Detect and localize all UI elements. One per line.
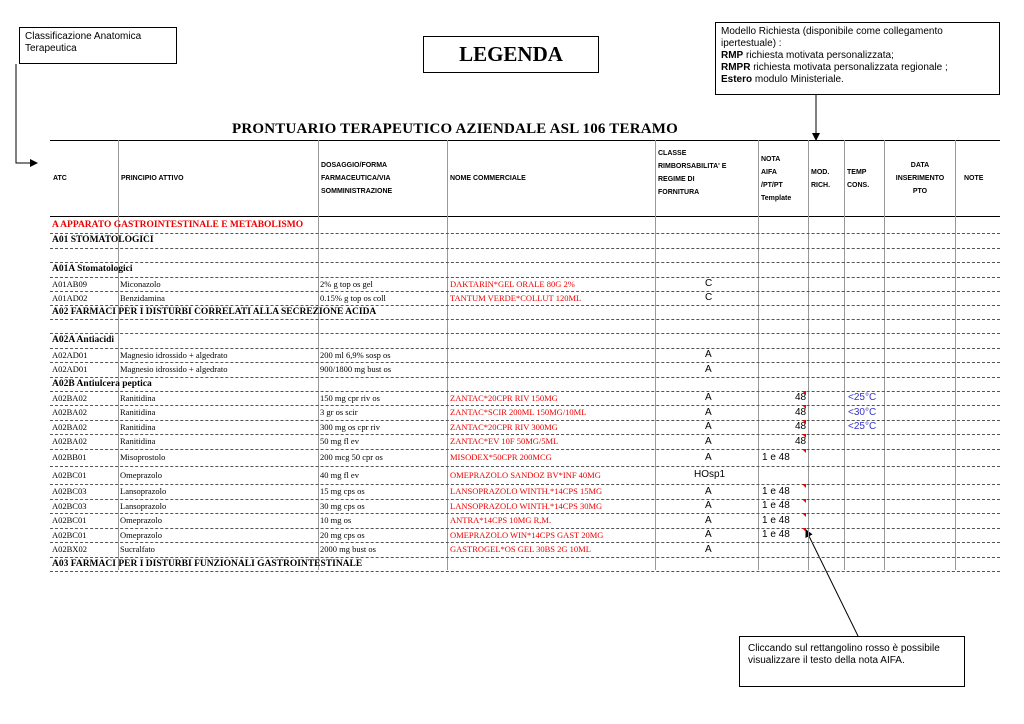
table-row-blank <box>50 319 1000 334</box>
aifa-note-marker[interactable] <box>802 449 806 453</box>
aifa-note-marker[interactable] <box>802 434 806 438</box>
nome-commerciale: ZANTAC*20CPR RIV 300MG <box>450 422 558 432</box>
dosaggio: 0.15% g top os coll <box>320 293 386 303</box>
principio-attivo: Omeprazolo <box>120 530 163 540</box>
dosaggio: 40 mg fl ev <box>320 470 359 480</box>
table-row <box>50 420 1000 435</box>
section-row <box>50 305 1000 320</box>
atc-code: A02BC01 <box>52 470 87 480</box>
section-title: A02 FARMACI PER I DISTURBI CORRELATI ALLA SECREZIONE ACIDA <box>52 307 377 317</box>
table-row <box>50 277 1000 292</box>
temp-cons: <25°C <box>848 421 877 432</box>
header-mod-line: RICH. <box>811 182 831 189</box>
header-data-inserimento <box>887 159 953 198</box>
section-title: A APPARATO GASTROINTESTINALE E METABOLISMO <box>52 220 304 230</box>
table-row <box>50 434 1000 450</box>
atc-code: A02AD01 <box>52 350 88 360</box>
header-dosaggio-line: SOMMINISTRAZIONE <box>321 188 393 195</box>
atc-code: A02BX02 <box>52 544 87 554</box>
header-nota-line: /PT/PT <box>761 182 783 189</box>
principio-attivo: Omeprazolo <box>120 470 163 480</box>
document-title: PRONTUARIO TERAPEUTICO AZIENDALE ASL 106 TERAMO <box>232 121 679 137</box>
principio-attivo: Miconazolo <box>120 279 161 289</box>
atc-code: A01AB09 <box>52 279 87 289</box>
header-nota-line: AIFA <box>761 169 777 176</box>
nome-commerciale: GASTROGEL*OS GEL 30BS 2G 10ML <box>450 544 591 554</box>
table-row <box>50 499 1000 514</box>
nota-aifa: 1 e 48 <box>762 486 790 497</box>
table-row <box>50 542 1000 558</box>
aifa-note-marker[interactable] <box>802 499 806 503</box>
section-title: A01 STOMATOLOGICI <box>52 235 154 245</box>
section-title: A02A Antiacidi <box>52 335 115 345</box>
principio-attivo: Magnesio idrossido + algedrato <box>120 364 228 374</box>
nome-commerciale: MISODEX*50CPR 200MCG <box>450 452 552 462</box>
header-dosaggio-line: FARMACEUTICA/VIA <box>321 175 391 182</box>
atc-code: A02BA02 <box>52 422 87 432</box>
header-temp-line: CONS. <box>847 182 870 189</box>
classe: A <box>705 500 712 511</box>
atc-callout-line-1: Classificazione Anatomica <box>25 31 142 42</box>
principio-attivo: Lansoprazolo <box>120 486 167 496</box>
modello-code: RMP <box>721 50 744 61</box>
table-row <box>50 449 1000 467</box>
principio-attivo: Benzidamina <box>120 293 165 303</box>
modello-desc: modulo Ministeriale. <box>752 74 844 85</box>
header-classe-line: RIMBORSABILITA' E <box>658 163 727 170</box>
nota-aifa: 48 <box>795 392 807 403</box>
header-temp-cons <box>847 166 869 192</box>
nota-aifa: 1 e 48 <box>762 529 790 540</box>
classe: A <box>705 486 712 497</box>
aifa-note-marker[interactable] <box>802 528 806 532</box>
aifa-note-marker[interactable] <box>802 420 806 424</box>
atc-code: A02BC03 <box>52 501 87 511</box>
temp-cons: <25°C <box>848 392 877 403</box>
classe: A <box>705 515 712 526</box>
classe: C <box>705 292 713 303</box>
dosaggio: 15 mg cps os <box>320 486 365 496</box>
dosaggio: 300 mg os cpr riv <box>320 422 380 432</box>
section-row <box>50 557 1000 572</box>
header-data-line: INSERIMENTO <box>895 175 945 182</box>
aifa-note-marker[interactable] <box>802 513 806 517</box>
dosaggio: 2000 mg bust os <box>320 544 376 554</box>
dosaggio: 900/1800 mg bust os <box>320 364 392 374</box>
header-temp-line: TEMP <box>847 169 867 176</box>
click-note-callout: Cliccando sul rettangolino rosso è possibile visualizzare il testo della nota AIFA. <box>739 636 965 687</box>
principio-attivo: Misoprostolo <box>120 452 166 462</box>
nome-commerciale: ZANTAC*SCIR 200ML 150MG/10ML <box>450 407 587 417</box>
table-row <box>50 513 1000 529</box>
header-nota-line: NOTA <box>761 156 781 163</box>
header-data-line: PTO <box>912 188 928 195</box>
modello-desc: richiesta motivata personalizzata regionale ; <box>750 62 948 73</box>
principio-attivo: Lansoprazolo <box>120 501 167 511</box>
nome-commerciale: ANTRA*14CPS 10MG R.M. <box>450 515 552 525</box>
legenda-title: LEGENDA <box>423 36 599 73</box>
atc-code: A02BC01 <box>52 515 87 525</box>
dosaggio: 3 gr os scir <box>320 407 358 417</box>
header-classe-line: CLASSE <box>658 150 687 157</box>
principio-attivo: Sucralfato <box>120 544 155 554</box>
nota-aifa: 1 e 48 <box>762 452 790 463</box>
dosaggio: 2% g top os gel <box>320 279 373 289</box>
atc-callout-line-2: Terapeutica <box>25 43 77 54</box>
nome-commerciale: TANTUM VERDE*COLLUT 120ML <box>450 293 582 303</box>
atc-code: A02BA02 <box>52 436 87 446</box>
table-row <box>50 291 1000 306</box>
classe: A <box>705 452 712 463</box>
principio-attivo: Omeprazolo <box>120 515 163 525</box>
table-row <box>50 362 1000 378</box>
aifa-note-marker[interactable] <box>802 484 806 488</box>
nota-aifa: 48 <box>795 421 807 432</box>
table-row <box>50 348 1000 363</box>
header-classe-line: FORNITURA <box>658 189 700 196</box>
section-row <box>50 333 1000 349</box>
principio-attivo: Ranitidina <box>120 436 156 446</box>
principio-attivo: Ranitidina <box>120 393 156 403</box>
dosaggio: 200 mcg 50 cpr os <box>320 452 383 462</box>
header-note: NOTE <box>964 175 984 182</box>
atc-code: A02BC03 <box>52 486 87 496</box>
atc-code: A02BC01 <box>52 530 87 540</box>
nota-aifa: 48 <box>795 436 807 447</box>
table-row <box>50 466 1000 485</box>
section-title: A02B Antiulcera peptica <box>52 379 152 389</box>
principio-attivo: Ranitidina <box>120 407 156 417</box>
header-data-line: DATA <box>910 162 930 169</box>
atc-code: A01AD02 <box>52 293 88 303</box>
header-dosaggio <box>321 159 392 198</box>
atc-arrow <box>16 64 37 163</box>
aifa-note-marker[interactable] <box>802 405 806 409</box>
classe: A <box>705 529 712 540</box>
table-row <box>50 484 1000 500</box>
nome-commerciale: LANSOPRAZOLO WINTH.*14CPS 30MG <box>450 501 603 511</box>
principio-attivo: Magnesio idrossido + algedrato <box>120 350 228 360</box>
classe: A <box>705 364 712 375</box>
section-row <box>50 233 1000 249</box>
nota-aifa: 1 e 48 <box>762 500 790 511</box>
atc-code: A02BB01 <box>52 452 87 462</box>
atc-code: A02AD01 <box>52 364 88 374</box>
modello-intro: Modello Richiesta (disponibile come collegamento ipertestuale) : <box>721 26 943 49</box>
section-row <box>50 218 1000 234</box>
dosaggio: 10 mg os <box>320 515 352 525</box>
header-classe <box>658 147 726 199</box>
classe: A <box>705 349 712 360</box>
classe: A <box>705 436 712 447</box>
nome-commerciale: OMEPRAZOLO WIN*14CPS GAST 20MG <box>450 530 604 540</box>
nome-commerciale: DAKTARIN*GEL ORALE 80G 2% <box>450 279 575 289</box>
section-row <box>50 262 1000 278</box>
atc-code: A02BA02 <box>52 393 87 403</box>
section-row <box>50 377 1000 392</box>
table-top-border <box>50 140 1000 141</box>
table-row-blank <box>50 248 1000 263</box>
principio-attivo: Ranitidina <box>120 422 156 432</box>
modello-code: RMPR <box>721 62 751 73</box>
nome-commerciale: OMEPRAZOLO SANDOZ BV*INF 40MG <box>450 470 601 480</box>
header-mod-line: MOD. <box>811 169 830 176</box>
header-nome-commerciale: NOME COMMERCIALE <box>450 175 526 182</box>
header-nota-line: Template <box>761 195 792 202</box>
header-dosaggio-line: DOSAGGIO/FORMA <box>321 162 388 169</box>
header-atc: ATC <box>53 175 67 182</box>
table-row <box>50 528 1000 543</box>
dosaggio: 50 mg fl ev <box>320 436 359 446</box>
classe: A <box>705 392 712 403</box>
classe: C <box>705 278 713 289</box>
dosaggio: 30 mg cps os <box>320 501 365 511</box>
dosaggio: 150 mg cpr riv os <box>320 393 380 403</box>
dosaggio: 200 ml 6,9% sosp os <box>320 350 391 360</box>
header-principio-attivo: PRINCIPIO ATTIVO <box>121 175 184 182</box>
nome-commerciale: LANSOPRAZOLO WINTH.*14CPS 15MG <box>450 486 603 496</box>
section-title: A03 FARMACI PER I DISTURBI FUNZIONALI GASTROINTESTINALE <box>52 559 363 569</box>
header-classe-line: REGIME DI <box>658 176 695 183</box>
dosaggio: 20 mg cps os <box>320 530 365 540</box>
nome-commerciale: ZANTAC*20CPR RIV 150MG <box>450 393 558 403</box>
classe: A <box>705 407 712 418</box>
table-row <box>50 391 1000 406</box>
nome-commerciale: ZANTAC*EV 10F 50MG/5ML <box>450 436 559 446</box>
header-nota <box>761 153 791 205</box>
modello-code: Estero <box>721 74 753 85</box>
aifa-note-marker[interactable] <box>802 391 806 395</box>
table-header-bottom-border <box>50 216 1000 217</box>
header-mod-rich <box>811 166 830 192</box>
nota-aifa: 1 e 48 <box>762 515 790 526</box>
temp-cons: <30°C <box>848 407 877 418</box>
table-row <box>50 405 1000 421</box>
modello-desc: richiesta motivata personalizzata; <box>743 50 894 61</box>
classe: A <box>705 421 712 432</box>
classe: HOsp1 <box>694 469 726 480</box>
nota-aifa: 48 <box>795 407 807 418</box>
classe: A <box>705 544 712 555</box>
atc-code: A02BA02 <box>52 407 87 417</box>
section-title: A01A Stomatologici <box>52 264 133 274</box>
